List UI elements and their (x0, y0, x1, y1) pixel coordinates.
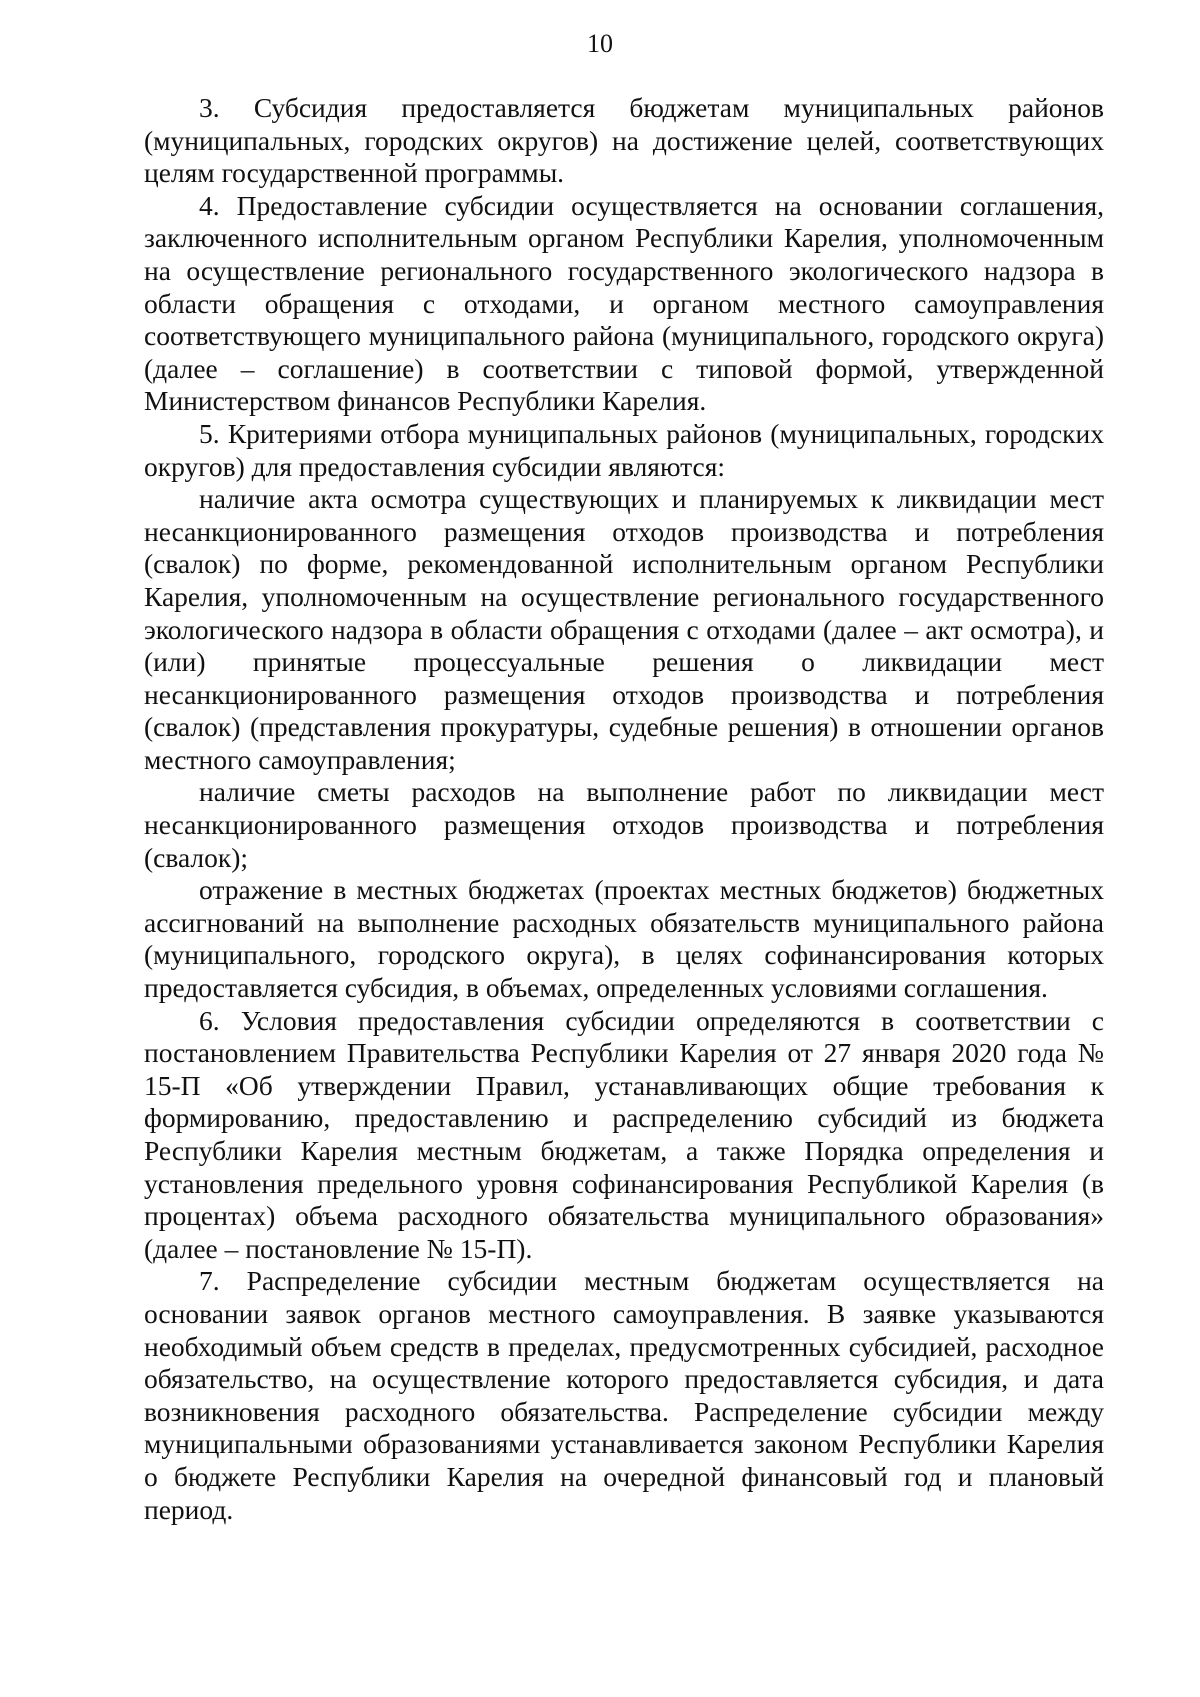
paragraph-item-7: 7. Распределение субсидии местным бюджетам осуществляется на основании заявок органов местного самоуправления. В заявке указываются необходимый объем средств в пределах, предусмотренных субсидией, расходное обязательство, на осуществление которого предоставляется субсидия, и дата возникновения расходного обязательства. Распределение субсидии между муниципальными образованиями устанавливается законом Республики Карелия о бюджете Республики Карелия на очередной финансовый год и плановый период. (144, 1265, 1104, 1525)
criteria-budget-reflection: отражение в местных бюджетах (проектах местных бюджетов) бюджетных ассигнований на выполнение расходных обязательств муниципального района (муниципального, городского округа), в целях софинансирования которых предоставляется субсидия, в объемах, определенных условиями соглашения. (144, 874, 1104, 1004)
paragraph-item-6: 6. Условия предоставления субсидии определяются в соответствии с постановлением Правительства Республики Карелия от 27 января 2020 года № 15-П «Об утверждении Правил, устанавливающих общие требования к формированию, предоставлению и распределению субсидий из бюджета Республики Карелия местным бюджетам, а также Порядка определения и установления предельного уровня софинансирования Республикой Карелия (в процентах) объема расходного обязательства муниципального образования» (далее – постановление № 15-П). (144, 1004, 1104, 1264)
page-number: 10 (587, 29, 613, 58)
paragraph-item-4: 4. Предоставление субсидии осуществляется на основании соглашения, заключенного исполнительным органом Республики Карелия, уполномоченным на осуществление регионального государственного экологического надзора в области обращения с отходами, и органом местного самоуправления соответствующего муниципального района (муниципального, городского округа) (далее – соглашение) в соответствии с типовой формой, утвержденной Министерством финансов Республики Карелия. (144, 189, 1104, 417)
criteria-inspection-act: наличие акта осмотра существующих и планируемых к ликвидации мест несанкционированного размещения отходов производства и потребления (свалок) по форме, рекомендованной исполнительным органом Республики Карелия, уполномоченным на осуществление регионального государственного экологического надзора в области обращения с отходами (далее – акт осмотра), и (или) принятые процессуальные решения о ликвидации мест несанкционированного размещения отходов производства и потребления (свалок) (представления прокуратуры, судебные решения) в отношении органов местного самоуправления; (144, 483, 1104, 775)
paragraph-item-3: 3. Субсидия предоставляется бюджетам муниципальных районов (муниципальных, городских округов) на достижение целей, соответствующих целям государственной программы. (144, 92, 1104, 189)
paragraph-item-5: 5. Критериями отбора муниципальных районов (муниципальных, городских округов) для предоставления субсидии являются: (144, 417, 1104, 482)
document-body (144, 92, 1104, 1526)
criteria-cost-estimate: наличие сметы расходов на выполнение работ по ликвидации мест несанкционированного размещения отходов производства и потребления (свалок); (144, 776, 1104, 873)
